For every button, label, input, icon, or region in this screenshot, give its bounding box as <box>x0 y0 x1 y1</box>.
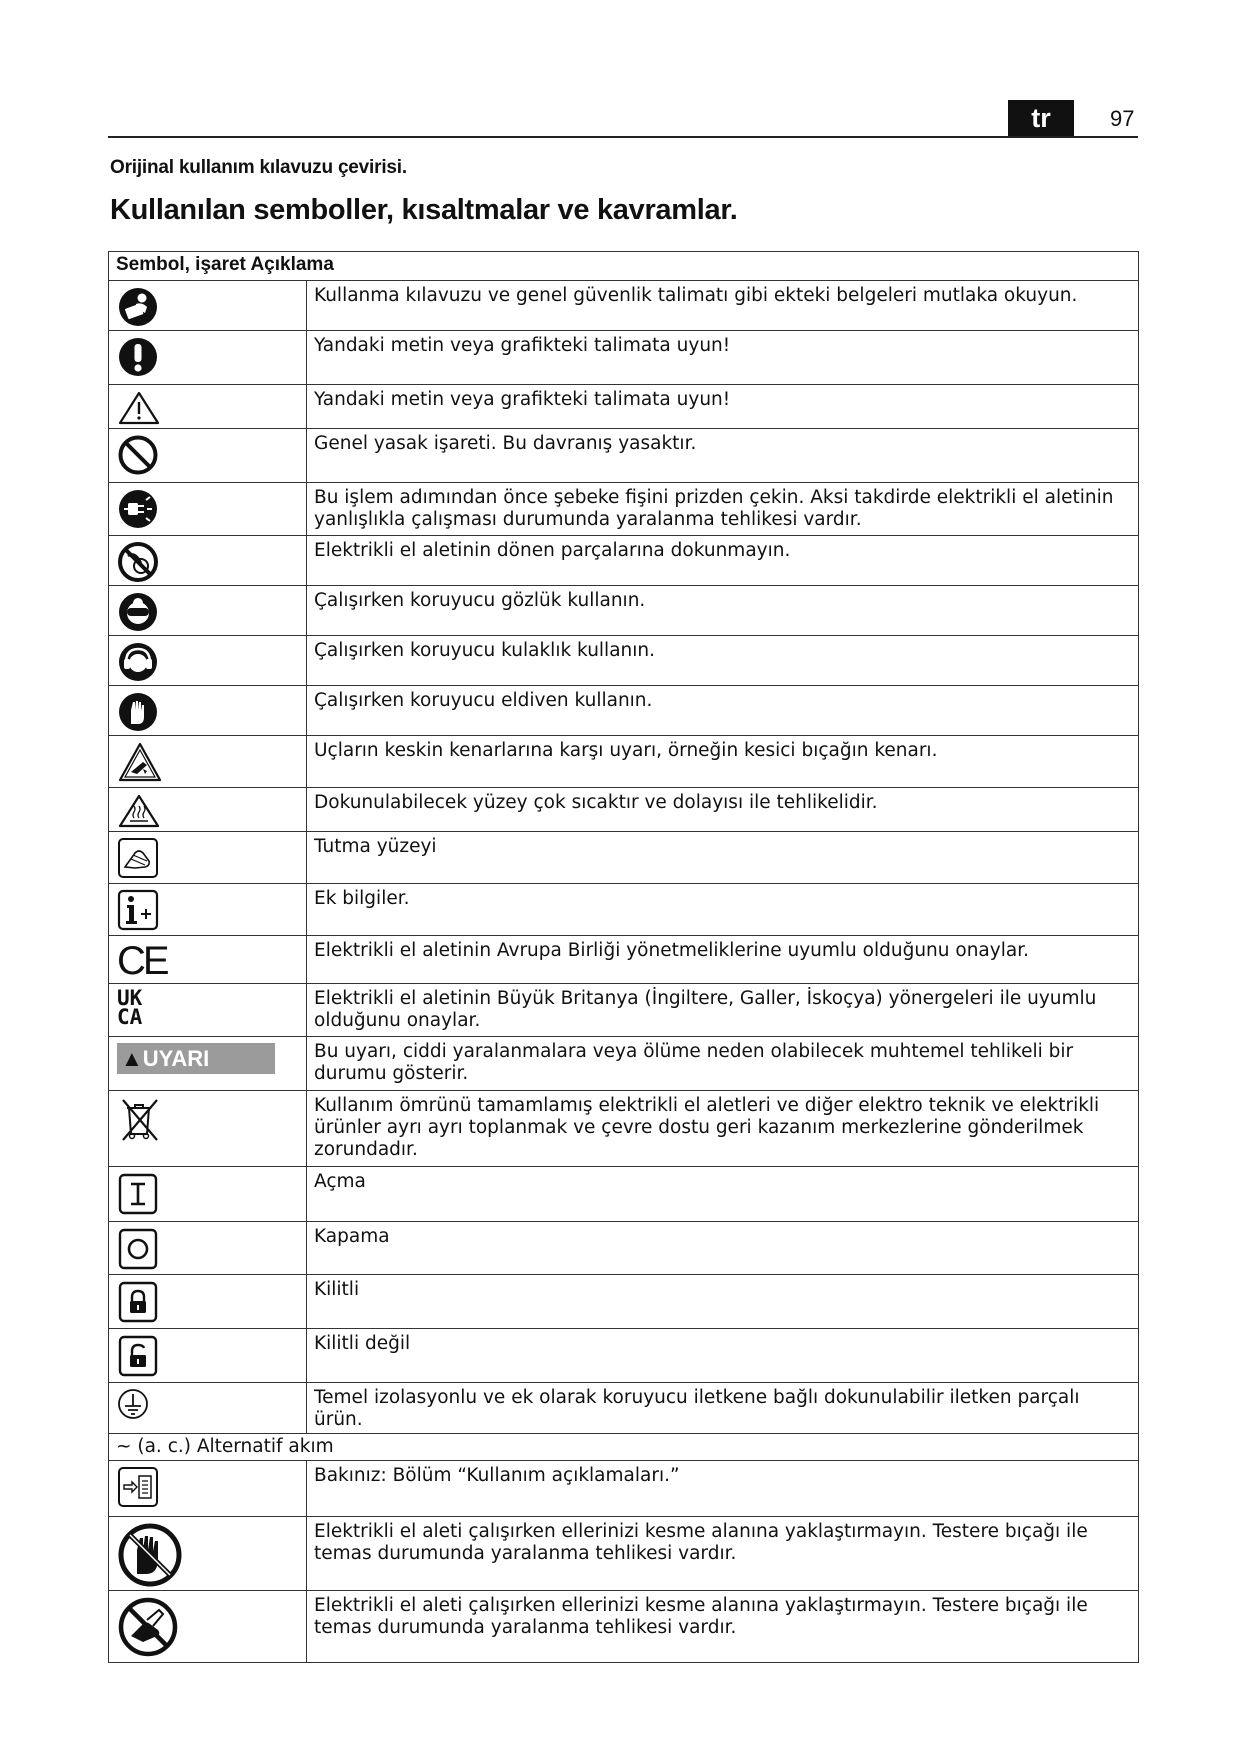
safety-goggles-icon <box>117 591 159 633</box>
table-row <box>109 1037 1139 1091</box>
table-row <box>109 686 1139 736</box>
ce-mark-icon: CE <box>117 939 167 983</box>
ac-text: ~ (a. c.) Alternatif akım <box>109 1434 1139 1461</box>
ukca-mark-icon <box>117 986 300 1029</box>
uyari-label-icon <box>117 1043 275 1074</box>
unplug-icon <box>117 488 159 530</box>
table-row <box>109 1222 1139 1275</box>
power-off-icon <box>117 1227 159 1271</box>
uk-label: UK <box>117 986 143 1010</box>
warning-triangle-icon <box>117 390 161 426</box>
header-rule <box>108 136 1138 138</box>
table-row <box>109 936 1139 984</box>
unlocked-icon <box>117 1334 159 1378</box>
row-text: Elektrikli el aletinin dönen parçalarına dokunmayın. <box>307 536 1139 586</box>
row-text: Yandaki metin veya grafikteki talimata uyun! <box>307 331 1139 385</box>
grip-surface-icon <box>117 837 159 879</box>
row-text: Tutma yüzeyi <box>307 832 1139 884</box>
no-hands-blade-icon <box>117 1596 179 1658</box>
row-text: Açma <box>307 1167 1139 1222</box>
symbols-table <box>108 251 1139 1663</box>
warning-small-icon: ▲ <box>121 1046 143 1071</box>
power-on-icon <box>117 1172 159 1216</box>
mandatory-exclamation-icon <box>117 336 159 378</box>
row-text: Uçların keskin kenarlarına karşı uyarı, örneğin kesici bıçağın kenarı. <box>307 736 1139 788</box>
hot-surface-icon <box>117 793 161 829</box>
table-row <box>109 1091 1139 1167</box>
row-text: Yandaki metin veya grafikteki talimata uyun! <box>307 385 1139 429</box>
table-row-ac <box>109 1434 1139 1461</box>
table-row <box>109 385 1139 429</box>
row-text: Çalışırken koruyucu gözlük kullanın. <box>307 586 1139 636</box>
row-text: Elektrikli el aleti çalışırken ellerinizi kesme alanına yaklaştırmayın. Testere bıçağı ile temas durumunda yaralanma tehlikesi vardır. <box>307 1517 1139 1591</box>
row-text: Kilitli değil <box>307 1329 1139 1383</box>
table-header-row <box>109 252 1139 281</box>
table-row <box>109 536 1139 586</box>
gloves-icon <box>117 691 159 733</box>
row-text: Bu uyarı, ciddi yaralanmalara veya ölüme neden olabilecek muhtemel tehlikeli bir durumu gösterir. <box>307 1037 1139 1091</box>
table-row <box>109 636 1139 686</box>
table-row <box>109 884 1139 936</box>
row-text: Çalışırken koruyucu eldiven kullanın. <box>307 686 1139 736</box>
document-subtitle: Orijinal kullanım kılavuzu çevirisi. <box>110 157 407 178</box>
locked-icon <box>117 1280 159 1324</box>
table-row <box>109 1517 1139 1591</box>
table-row <box>109 788 1139 832</box>
ca-label: CA <box>117 1005 143 1029</box>
row-text: Kullanma kılavuzu ve genel güvenlik talimatı gibi ekteki belgeleri mutlaka okuyun. <box>307 281 1139 331</box>
row-text: Elektrikli el aleti çalışırken ellerinizi kesme alanına yaklaştırmayın. Testere bıçağı ile temas durumunda yaralanma tehlikesi vardır. <box>307 1591 1139 1663</box>
page-title: Kullanılan semboller, kısaltmalar ve kavramlar. <box>110 194 738 226</box>
no-hands-icon <box>117 1522 183 1588</box>
table-row <box>109 1167 1139 1222</box>
language-tag: tr <box>1008 100 1074 136</box>
info-plus-icon <box>117 889 159 931</box>
table-row <box>109 1383 1139 1434</box>
row-text: Dokunulabilecek yüzey çok sıcaktır ve dolayısı ile tehlikelidir. <box>307 788 1139 832</box>
row-text: Elektrikli el aletinin Büyük Britanya (İngiltere, Galler, İskoçya) yönergeleri ile uyumlu olduğunu onaylar. <box>307 984 1139 1037</box>
table-row <box>109 1461 1139 1517</box>
protective-earth-icon <box>117 1388 149 1420</box>
table-row <box>109 429 1139 483</box>
row-text: Genel yasak işareti. Bu davranış yasaktır. <box>307 429 1139 483</box>
table-header: Sembol, işaret Açıklama <box>109 252 1139 281</box>
see-section-icon <box>117 1466 159 1508</box>
table-row <box>109 832 1139 884</box>
sharp-edges-icon <box>117 741 163 783</box>
read-manual-icon <box>117 286 159 328</box>
table-row <box>109 1591 1139 1663</box>
prohibition-icon <box>117 434 159 476</box>
weee-bin-icon <box>117 1096 163 1142</box>
no-touch-rotating-icon <box>117 541 159 583</box>
table-row <box>109 281 1139 331</box>
row-text: Bu işlem adımından önce şebeke fişini prizden çekin. Aksi takdirde elektrikli el aletinin yanlışlıkla çalışması durumunda yaralanma tehlikesi vardır. <box>307 483 1139 536</box>
table-row <box>109 984 1139 1037</box>
row-text: Çalışırken koruyucu kulaklık kullanın. <box>307 636 1139 686</box>
table-row <box>109 1275 1139 1329</box>
uyari-text: UYARI <box>142 1046 210 1071</box>
row-text: Bakınız: Bölüm “Kullanım açıklamaları.” <box>307 1461 1139 1517</box>
table-row <box>109 586 1139 636</box>
row-text: Elektrikli el aletinin Avrupa Birliği yönetmeliklerine uyumlu olduğunu onaylar. <box>307 936 1139 984</box>
row-text: Kapama <box>307 1222 1139 1275</box>
table-row <box>109 331 1139 385</box>
row-text: Kullanım ömrünü tamamlamış elektrikli el aletleri ve diğer elektro teknik ve elektrikli ürünler ayrı ayrı toplanmak ve çevre dostu geri kazanım merkezlerine gönderilmek zorundadır. <box>307 1091 1139 1167</box>
ear-protection-icon <box>117 641 159 683</box>
row-text: Kilitli <box>307 1275 1139 1329</box>
row-text: Temel izolasyonlu ve ek olarak koruyucu iletkene bağlı dokunulabilir iletken parçalı ürün. <box>307 1383 1139 1434</box>
table-row <box>109 1329 1139 1383</box>
table-row <box>109 483 1139 536</box>
row-text: Ek bilgiler. <box>307 884 1139 936</box>
page-number: 97 <box>1110 106 1135 131</box>
table-row <box>109 736 1139 788</box>
